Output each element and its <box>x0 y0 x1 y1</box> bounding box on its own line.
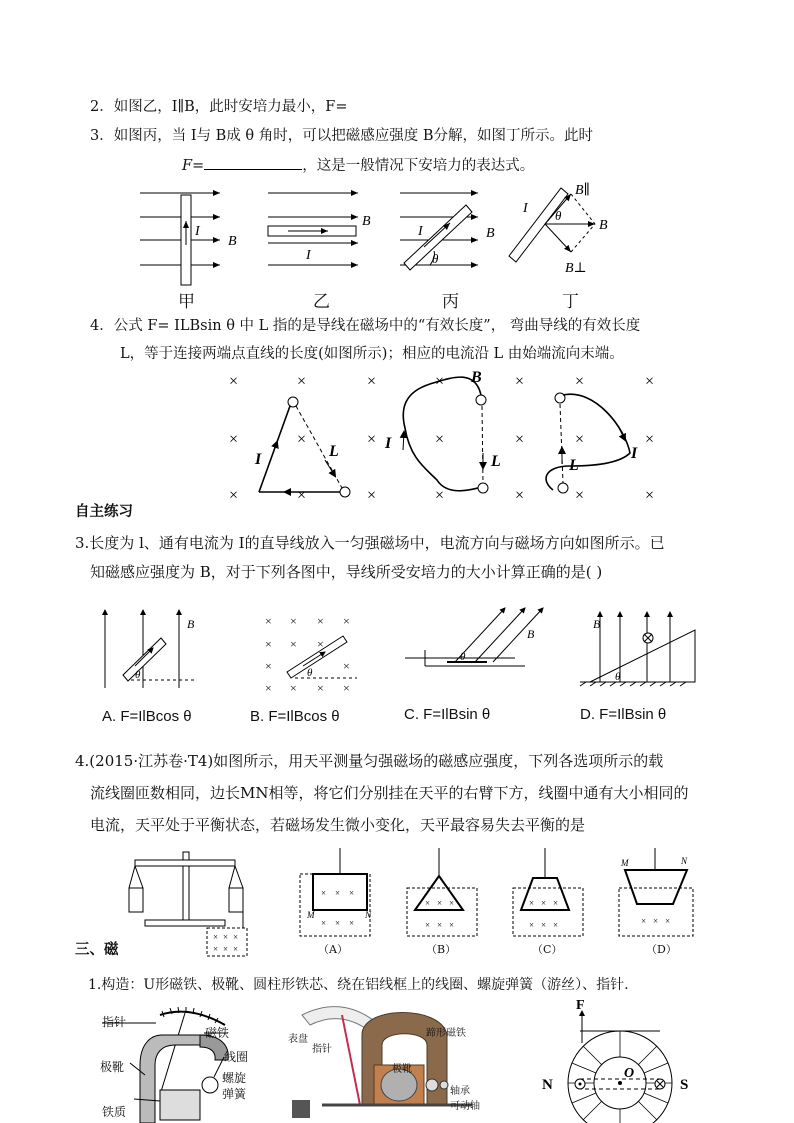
q4-option-c[interactable]: （C） <box>532 943 563 956</box>
figure-ding <box>505 182 620 292</box>
svg-text:×: × <box>529 920 535 930</box>
svg-text:×: × <box>515 373 525 390</box>
svg-text:×: × <box>233 932 239 942</box>
svg-text:×: × <box>645 373 655 390</box>
svg-text:B: B <box>527 627 535 641</box>
label-s-pole: S <box>680 1077 689 1093</box>
svg-text:×: × <box>265 637 272 651</box>
svg-text:B: B <box>187 617 195 631</box>
figure-bing <box>400 185 510 295</box>
svg-text:×: × <box>265 681 272 695</box>
svg-text:×: × <box>343 659 350 673</box>
label-dial: 表盘 <box>288 1034 308 1045</box>
svg-text:×: × <box>321 918 327 928</box>
svg-text:×: × <box>317 637 324 651</box>
formula-f: F= <box>182 158 205 174</box>
svg-text:×: × <box>653 916 659 926</box>
svg-text:×: × <box>213 932 219 942</box>
svg-text:×: × <box>449 898 455 908</box>
label-b: B <box>362 214 371 229</box>
svg-text:×: × <box>229 373 239 390</box>
svg-text:×: × <box>317 614 324 628</box>
svg-text:×: × <box>435 373 445 390</box>
label-i: I <box>195 224 200 239</box>
svg-text:×: × <box>437 898 443 908</box>
svg-text:θ: θ <box>460 651 466 663</box>
svg-text:×: × <box>367 487 377 504</box>
svg-text:×: × <box>541 898 547 908</box>
svg-text:×: × <box>553 898 559 908</box>
svg-text:θ: θ <box>135 669 141 681</box>
sec3-line-1: 1.构造：U形磁铁、极靴、圆柱形铁芯、绕在铝线框上的线圈、螺旋弹簧（游丝）、指针. <box>88 977 629 993</box>
svg-text:×: × <box>229 487 239 504</box>
svg-text:×: × <box>515 487 525 504</box>
svg-text:×: × <box>437 920 443 930</box>
svg-text:I: I <box>385 435 392 452</box>
svg-text:L: L <box>491 453 501 470</box>
q3-option-a[interactable]: A. F=IlBcos θ <box>102 708 192 725</box>
svg-text:θ: θ <box>307 667 313 679</box>
q4-line-b: 流线圈匝数相同，边长MN相等，将它们分别挂在天平的右臂下方，线圈中通有大小相同的 <box>90 784 689 802</box>
svg-text:×: × <box>317 681 324 695</box>
q3-line-a: 3.长度为 l、通有电流为 I的直导线放入一匀强磁场中，电流方向与磁场方向如图所示。已 <box>75 534 665 552</box>
label-theta: θ <box>555 208 562 223</box>
svg-text:×: × <box>367 431 377 448</box>
label-b-perp: B⊥ <box>565 261 587 276</box>
label-movable-axis: 可动轴 <box>450 1101 480 1112</box>
line-3b <box>182 155 534 176</box>
q4-option-d[interactable]: （D） <box>646 943 677 956</box>
label-i: I <box>306 248 311 263</box>
svg-text:×: × <box>290 637 297 651</box>
q3-option-b[interactable]: B. F=IlBcos θ <box>250 708 340 725</box>
caption-yi: 乙 <box>313 292 330 312</box>
svg-text:×: × <box>641 916 647 926</box>
svg-text:×: × <box>343 614 350 628</box>
label-i: I <box>418 224 423 239</box>
q3-option-c[interactable]: C. F=IlBsin θ <box>404 706 491 723</box>
svg-text:×: × <box>297 373 307 390</box>
svg-text:×: × <box>349 888 355 898</box>
svg-text:×: × <box>449 920 455 930</box>
svg-text:M: M <box>307 910 315 920</box>
label-f: F <box>576 998 585 1013</box>
figure-yi <box>268 185 378 295</box>
q4-option-b[interactable]: （B） <box>426 943 457 956</box>
svg-text:×: × <box>367 373 377 390</box>
label-coil: 线圈 <box>224 1050 249 1064</box>
answer-blank <box>204 155 302 170</box>
svg-text:×: × <box>335 888 341 898</box>
label-i: I <box>523 201 528 216</box>
svg-text:N: N <box>365 910 372 920</box>
sec3-heading: 三、磁 <box>75 941 119 958</box>
label-iron: 铁质 <box>102 1105 127 1119</box>
q3-line-b: 知磁感应强度为 B，对于下列各图中，导线所受安培力的大小计算正确的是( ) <box>90 563 603 581</box>
svg-text:L: L <box>329 443 339 460</box>
svg-text:M: M <box>621 858 629 868</box>
svg-text:×: × <box>425 898 431 908</box>
caption-bing: 丙 <box>442 292 459 312</box>
svg-text:×: × <box>290 614 297 628</box>
line-3b-tail: ，这是一般情况下安培力的表达式。 <box>302 158 535 174</box>
q4-option-a[interactable]: （A） <box>318 943 348 956</box>
q3-figures <box>95 600 715 700</box>
label-pointer: 指针 <box>102 1015 127 1029</box>
svg-text:N: N <box>681 856 688 866</box>
svg-text:×: × <box>223 932 229 942</box>
label-n-pole: N <box>542 1077 553 1093</box>
caption-ding: 丁 <box>562 292 579 312</box>
svg-text:×: × <box>297 487 307 504</box>
svg-text:×: × <box>435 431 445 448</box>
svg-text:×: × <box>541 920 547 930</box>
svg-text:×: × <box>343 681 350 695</box>
label-theta: θ <box>432 251 439 266</box>
svg-text:×: × <box>297 431 307 448</box>
figure-jia <box>140 185 250 295</box>
svg-text:B: B <box>593 617 601 631</box>
svg-text:I: I <box>631 445 638 462</box>
label-o: O <box>624 1066 635 1081</box>
practice-heading: 自主练习 <box>75 503 133 520</box>
svg-text:×: × <box>665 916 671 926</box>
label-spring-2: 弹簧 <box>222 1087 247 1101</box>
label-horseshoe-magnet: 蹄形磁铁 <box>426 1028 466 1039</box>
svg-text:×: × <box>349 918 355 928</box>
svg-text:×: × <box>265 659 272 673</box>
svg-text:×: × <box>229 431 239 448</box>
svg-text:×: × <box>645 431 655 448</box>
label-bearing: 轴承 <box>450 1086 470 1097</box>
svg-text:×: × <box>233 944 239 954</box>
radial-field-diagram <box>540 998 700 1123</box>
svg-text:×: × <box>575 373 585 390</box>
label-pole-shoe-mid: 极靴 <box>392 1064 412 1075</box>
svg-text:θ: θ <box>615 671 621 683</box>
svg-text:×: × <box>321 888 327 898</box>
label-pointer-mid: 指针 <box>312 1044 332 1055</box>
svg-text:×: × <box>645 487 655 504</box>
svg-text:I: I <box>255 451 262 468</box>
figure-effective-length <box>225 368 665 504</box>
svg-text:×: × <box>335 918 341 928</box>
label-pole-shoe: 极靴 <box>100 1060 125 1074</box>
svg-text:B: B <box>471 369 482 386</box>
svg-text:×: × <box>553 920 559 930</box>
svg-text:×: × <box>575 431 585 448</box>
label-magnet: 磁铁 <box>205 1026 230 1040</box>
svg-text:×: × <box>515 431 525 448</box>
svg-text:×: × <box>529 898 535 908</box>
svg-text:×: × <box>213 944 219 954</box>
q4-line-a: 4.(2015·江苏卷·T4)如图所示，用天平测量匀强磁场的磁感应强度，下列各选项所示的载 <box>75 752 664 770</box>
label-spring-1: 螺旋 <box>222 1071 247 1085</box>
q4-line-c: 电流，天平处于平衡状态，若磁场发生微小变化，天平最容易失去平衡的是 <box>90 816 586 834</box>
svg-text:×: × <box>223 944 229 954</box>
svg-text:×: × <box>575 487 585 504</box>
svg-text:×: × <box>425 920 431 930</box>
label-b: B <box>486 226 495 241</box>
line-3a: 3．如图丙，当 I与 B成 θ 角时，可以把磁感应强度 B分解，如图丁所示。此时 <box>90 128 594 144</box>
line-4a: 4．公式 F= ILBsin θ 中 L 指的是导线在磁场中的“有效长度”， 弯曲导线的有效长度 <box>90 318 641 334</box>
svg-text:×: × <box>290 681 297 695</box>
svg-text:×: × <box>435 487 445 504</box>
q4-figures <box>125 848 715 958</box>
label-b-parallel: B∥ <box>575 183 591 198</box>
label-b: B <box>228 234 237 249</box>
svg-text:×: × <box>265 614 272 628</box>
svg-text:L: L <box>569 457 579 474</box>
line-2: 2．如图乙，I∥B，此时安培力最小，F= <box>90 99 348 115</box>
q3-option-d[interactable]: D. F=IlBsin θ <box>580 706 667 723</box>
label-b: B <box>599 218 608 233</box>
caption-jia: 甲 <box>178 292 195 312</box>
line-4b: L，等于连接两端点直线的长度(如图所示)；相应的电流沿 L 由始端流向末端。 <box>120 346 624 362</box>
